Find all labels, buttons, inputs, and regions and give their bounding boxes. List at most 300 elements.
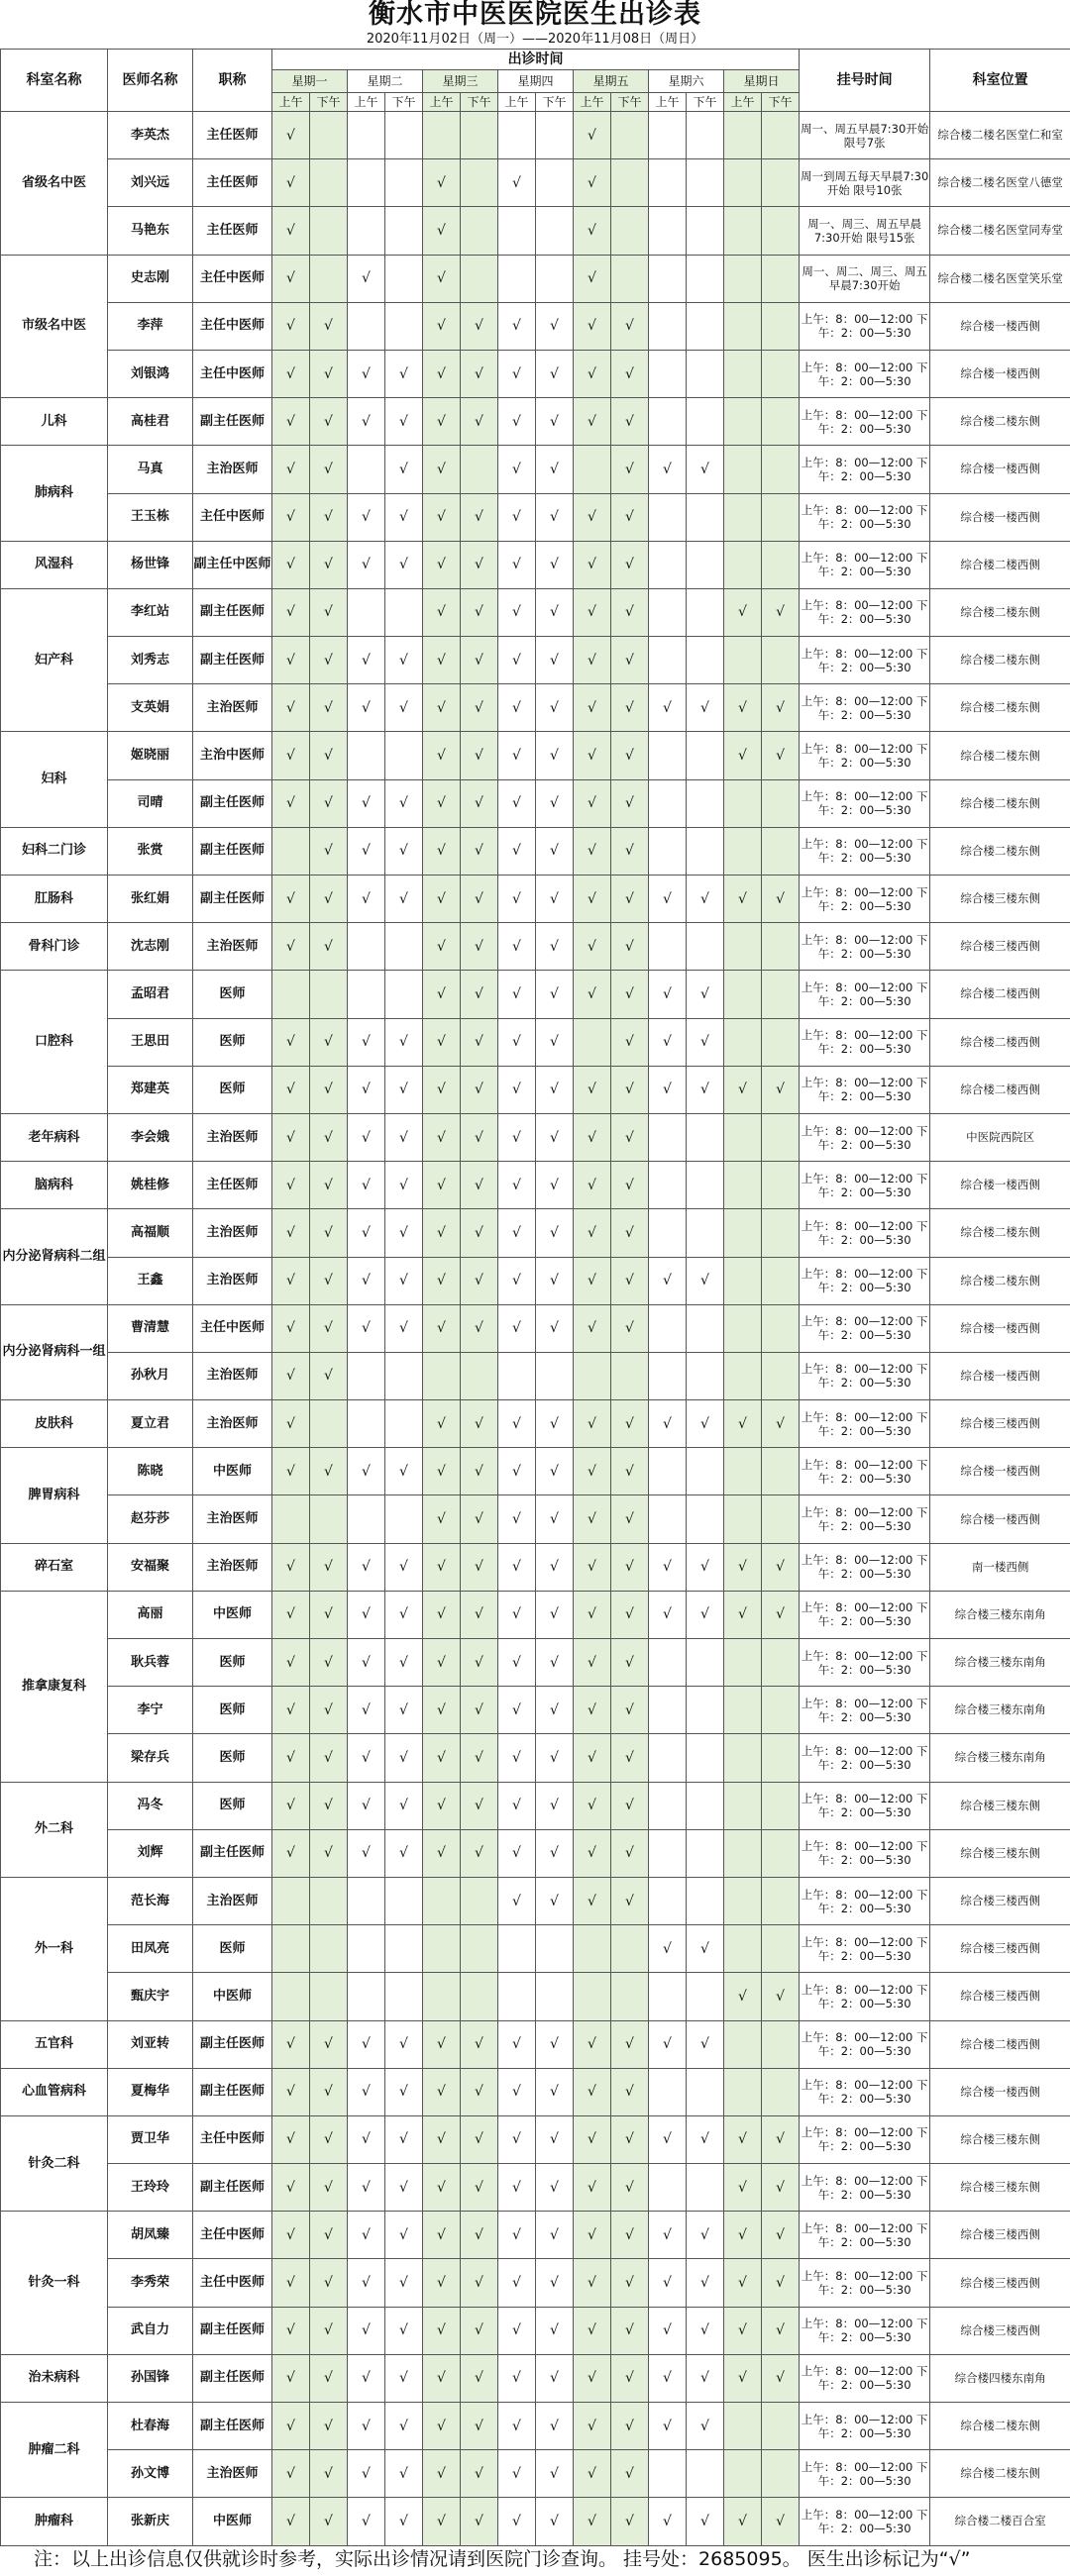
- schedule-cell: [310, 588, 348, 636]
- schedule-cell: [272, 1925, 310, 1973]
- schedule-cell: [272, 2354, 310, 2402]
- schedule-cell: [536, 1734, 574, 1782]
- header-visit-time: 出诊时间: [272, 50, 800, 70]
- schedule-cell: [423, 1734, 461, 1782]
- check-mark: √: [286, 1559, 295, 1576]
- check-mark: √: [512, 1845, 521, 1862]
- check-mark: √: [625, 2036, 634, 2053]
- schedule-cell: [649, 1304, 687, 1352]
- dept-name: 儿科: [1, 398, 108, 446]
- check-mark: √: [700, 1940, 709, 1957]
- schedule-cell: [385, 588, 423, 636]
- schedule-cell: [574, 1066, 611, 1113]
- schedule-cell: [310, 1209, 348, 1257]
- check-mark: √: [588, 318, 596, 335]
- doctor-title: 医师: [193, 1734, 272, 1782]
- schedule-cell: [461, 398, 498, 446]
- schedule-cell: [310, 1066, 348, 1113]
- schedule-cell: [385, 1162, 423, 1209]
- check-mark: √: [399, 557, 408, 573]
- schedule-cell: [385, 1113, 423, 1161]
- check-mark: √: [588, 843, 596, 860]
- check-mark: √: [362, 1224, 371, 1241]
- schedule-cell: [724, 2259, 762, 2307]
- schedule-cell: [762, 398, 800, 446]
- check-mark: √: [776, 890, 786, 907]
- schedule-cell: [310, 779, 348, 827]
- schedule-cell: [611, 1162, 649, 1209]
- schedule-cell: [348, 2498, 385, 2545]
- schedule-cell: [536, 827, 574, 875]
- schedule-cell: [574, 1687, 611, 1734]
- schedule-cell: [611, 2450, 649, 2498]
- check-mark: √: [324, 2131, 333, 2148]
- schedule-cell: [536, 255, 574, 302]
- check-mark: √: [437, 2179, 446, 2196]
- schedule-cell: [461, 1829, 498, 1877]
- check-mark: √: [437, 174, 446, 191]
- check-mark: √: [437, 2370, 446, 2387]
- dept-location: 综合楼三楼东侧: [930, 2115, 1070, 2163]
- registration-time: 上午：8：00—12:00 下午：2：00—5:30: [800, 1162, 930, 1209]
- check-mark: √: [437, 1224, 446, 1241]
- schedule-cell: [687, 637, 724, 684]
- schedule-cell: [611, 637, 649, 684]
- header-day: 星期二: [348, 70, 423, 93]
- schedule-cell: [498, 2307, 536, 2354]
- schedule-cell: [348, 2259, 385, 2307]
- check-mark: √: [324, 1129, 333, 1146]
- schedule-cell: [762, 2212, 800, 2259]
- check-mark: √: [776, 1988, 786, 2005]
- dept-location: 综合楼二楼西侧: [930, 1018, 1070, 1066]
- registration-time: 上午：8：00—12:00 下午：2：00—5:30: [800, 779, 930, 827]
- schedule-cell: [348, 159, 385, 207]
- schedule-cell: [385, 1495, 423, 1543]
- schedule-cell: [272, 2115, 310, 2163]
- dept-name: 老年病科: [1, 1113, 108, 1161]
- check-mark: √: [399, 413, 408, 430]
- check-mark: √: [776, 2370, 786, 2387]
- check-mark: √: [776, 604, 786, 621]
- schedule-cell: [272, 1162, 310, 1209]
- check-mark: √: [588, 2179, 596, 2196]
- schedule-cell: [348, 302, 385, 350]
- schedule-cell: [385, 1257, 423, 1304]
- doctor-title: 医师: [193, 1639, 272, 1687]
- schedule-cell: [762, 302, 800, 350]
- schedule-cell: [536, 1018, 574, 1066]
- dept-location: 综合楼二楼东侧: [930, 779, 1070, 827]
- check-mark: √: [437, 1034, 446, 1051]
- schedule-cell: [385, 398, 423, 446]
- check-mark: √: [738, 2322, 747, 2339]
- check-mark: √: [588, 1415, 596, 1432]
- schedule-cell: [310, 1495, 348, 1543]
- table-row: [1, 971, 1070, 1018]
- schedule-cell: [536, 1687, 574, 1734]
- check-mark: √: [588, 2226, 596, 2243]
- schedule-cell: [310, 971, 348, 1018]
- header-location: 科室位置: [930, 50, 1070, 112]
- schedule-cell: [611, 2307, 649, 2354]
- check-mark: √: [738, 1988, 747, 2005]
- schedule-cell: [611, 1639, 649, 1687]
- check-mark: √: [437, 557, 446, 573]
- check-mark: √: [625, 2513, 634, 2529]
- schedule-cell: [310, 207, 348, 255]
- registration-time: 上午：8：00—12:00 下午：2：00—5:30: [800, 302, 930, 350]
- check-mark: √: [625, 699, 634, 716]
- schedule-cell: [687, 588, 724, 636]
- schedule-cell: [687, 1400, 724, 1448]
- doctor-title: 副主任中医师: [193, 541, 272, 588]
- dept-location: 综合楼三楼西侧: [930, 1925, 1070, 1973]
- schedule-cell: [385, 493, 423, 541]
- schedule-cell: [574, 493, 611, 541]
- check-mark: √: [550, 557, 559, 573]
- schedule-cell: [687, 2068, 724, 2115]
- check-mark: √: [550, 890, 559, 907]
- header-am: 上午: [649, 93, 687, 112]
- check-mark: √: [512, 2179, 521, 2196]
- doctor-name: 张赏: [108, 827, 193, 875]
- schedule-cell: [385, 350, 423, 397]
- schedule-cell: [536, 588, 574, 636]
- schedule-cell: [498, 1973, 536, 2020]
- schedule-cell: [574, 1639, 611, 1687]
- check-mark: √: [437, 2418, 446, 2434]
- schedule-cell: [423, 1448, 461, 1495]
- header-reg-time: 挂号时间: [800, 50, 930, 112]
- check-mark: √: [700, 2322, 709, 2339]
- check-mark: √: [738, 2370, 747, 2387]
- schedule-cell: [724, 2068, 762, 2115]
- check-mark: √: [437, 318, 446, 335]
- schedule-cell: [498, 1782, 536, 1829]
- dept-name: 肛肠科: [1, 876, 108, 923]
- registration-time: 上午：8：00—12:00 下午：2：00—5:30: [800, 398, 930, 446]
- check-mark: √: [324, 1749, 333, 1766]
- check-mark: √: [399, 1463, 408, 1480]
- schedule-cell: [498, 207, 536, 255]
- schedule-cell: [498, 1209, 536, 1257]
- table-row: [1, 2115, 1070, 2163]
- schedule-cell: [272, 1400, 310, 1448]
- schedule-cell: [574, 1257, 611, 1304]
- schedule-cell: [385, 1829, 423, 1877]
- header-am: 上午: [574, 93, 611, 112]
- doctor-name: 李红站: [108, 588, 193, 636]
- schedule-cell: [461, 446, 498, 493]
- schedule-cell: [649, 1543, 687, 1591]
- check-mark: √: [512, 365, 521, 382]
- check-mark: √: [286, 938, 295, 955]
- doctor-title: 主治医师: [193, 1257, 272, 1304]
- schedule-cell: [724, 588, 762, 636]
- check-mark: √: [362, 2513, 371, 2529]
- header-day: 星期一: [272, 70, 348, 93]
- check-mark: √: [700, 2036, 709, 2053]
- check-mark: √: [776, 2179, 786, 2196]
- schedule-cell: [536, 1639, 574, 1687]
- schedule-cell: [724, 2164, 762, 2212]
- schedule-cell: [574, 2307, 611, 2354]
- schedule-cell: [536, 2164, 574, 2212]
- schedule-cell: [649, 350, 687, 397]
- schedule-cell: [348, 1495, 385, 1543]
- schedule-cell: [649, 2498, 687, 2545]
- schedule-cell: [574, 779, 611, 827]
- schedule-cell: [574, 1352, 611, 1399]
- schedule-cell: [348, 923, 385, 971]
- schedule-cell: [461, 1925, 498, 1973]
- check-mark: √: [324, 413, 333, 430]
- schedule-cell: [687, 971, 724, 1018]
- doctor-name: 胡凤臻: [108, 2212, 193, 2259]
- schedule-cell: [724, 637, 762, 684]
- schedule-cell: [272, 1209, 310, 1257]
- schedule-cell: [536, 779, 574, 827]
- schedule-cell: [536, 1162, 574, 1209]
- check-mark: √: [625, 1893, 634, 1909]
- schedule-cell: [348, 1829, 385, 1877]
- schedule-cell: [461, 302, 498, 350]
- check-mark: √: [437, 1415, 446, 1432]
- check-mark: √: [512, 985, 521, 1002]
- dept-name: 内分泌肾病科二组: [1, 1209, 108, 1304]
- schedule-cell: [762, 159, 800, 207]
- registration-time: 上午：8：00—12:00 下午：2：00—5:30: [800, 1304, 930, 1352]
- schedule-cell: [611, 2115, 649, 2163]
- schedule-cell: [272, 1734, 310, 1782]
- schedule-cell: [611, 1734, 649, 1782]
- registration-time: 上午：8：00—12:00 下午：2：00—5:30: [800, 1877, 930, 1924]
- check-mark: √: [738, 2131, 747, 2148]
- schedule-cell: [762, 1448, 800, 1495]
- schedule-cell: [310, 876, 348, 923]
- schedule-cell: [423, 2498, 461, 2545]
- schedule-cell: [272, 827, 310, 875]
- schedule-cell: [423, 1162, 461, 1209]
- check-mark: √: [512, 1511, 521, 1528]
- schedule-cell: [385, 2354, 423, 2402]
- check-mark: √: [588, 365, 596, 382]
- check-mark: √: [324, 1559, 333, 1576]
- schedule-cell: [687, 2212, 724, 2259]
- check-mark: √: [588, 2513, 596, 2529]
- schedule-cell: [687, 1495, 724, 1543]
- schedule-cell: [574, 971, 611, 1018]
- schedule-cell: [687, 684, 724, 732]
- check-mark: √: [550, 2418, 559, 2434]
- schedule-cell: [348, 207, 385, 255]
- schedule-cell: [611, 1448, 649, 1495]
- doctor-title: 副主任医师: [193, 588, 272, 636]
- schedule-cell: [461, 2498, 498, 2545]
- schedule-cell: [272, 1066, 310, 1113]
- schedule-cell: [762, 2259, 800, 2307]
- schedule-cell: [423, 876, 461, 923]
- registration-time: 上午：8：00—12:00 下午：2：00—5:30: [800, 1495, 930, 1543]
- check-mark: √: [437, 1511, 446, 1528]
- schedule-cell: [724, 2212, 762, 2259]
- schedule-cell: [649, 1448, 687, 1495]
- schedule-cell: [762, 2307, 800, 2354]
- schedule-cell: [687, 1066, 724, 1113]
- schedule-cell: [385, 1066, 423, 1113]
- check-mark: √: [362, 2465, 371, 2482]
- schedule-cell: [536, 971, 574, 1018]
- schedule-cell: [461, 207, 498, 255]
- schedule-cell: [611, 588, 649, 636]
- schedule-cell: [310, 1018, 348, 1066]
- check-mark: √: [625, 1415, 634, 1432]
- schedule-cell: [687, 1639, 724, 1687]
- schedule-cell: [611, 827, 649, 875]
- doctor-title: 主任中医师: [193, 2212, 272, 2259]
- schedule-cell: [724, 1639, 762, 1687]
- check-mark: √: [362, 2275, 371, 2292]
- schedule-cell: [461, 2212, 498, 2259]
- schedule-cell: [348, 2307, 385, 2354]
- check-mark: √: [588, 2275, 596, 2292]
- schedule-cell: [498, 827, 536, 875]
- schedule-cell: [724, 1829, 762, 1877]
- check-mark: √: [324, 890, 333, 907]
- schedule-cell: [536, 637, 574, 684]
- schedule-cell: [423, 207, 461, 255]
- schedule-cell: [498, 255, 536, 302]
- check-mark: √: [625, 461, 634, 477]
- schedule-cell: [423, 350, 461, 397]
- dept-location: 综合楼二楼东侧: [930, 2403, 1070, 2450]
- check-mark: √: [286, 2179, 295, 2196]
- schedule-cell: [348, 2164, 385, 2212]
- check-mark: √: [625, 2131, 634, 2148]
- doctor-title: 主任中医师: [193, 2115, 272, 2163]
- doctor-name: 耿兵蓉: [108, 1639, 193, 1687]
- schedule-cell: [423, 541, 461, 588]
- schedule-cell: [724, 2498, 762, 2545]
- schedule-cell: [461, 1591, 498, 1638]
- schedule-cell: [762, 1162, 800, 1209]
- check-mark: √: [588, 1224, 596, 1241]
- schedule-cell: [724, 1782, 762, 1829]
- schedule-cell: [649, 2307, 687, 2354]
- schedule-cell: [348, 1257, 385, 1304]
- check-mark: √: [625, 1224, 634, 1241]
- check-mark: √: [512, 557, 521, 573]
- schedule-cell: [348, 398, 385, 446]
- check-mark: √: [625, 1129, 634, 1146]
- schedule-cell: [498, 2212, 536, 2259]
- schedule-cell: [687, 2259, 724, 2307]
- schedule-cell: [272, 1877, 310, 1924]
- schedule-cell: [724, 684, 762, 732]
- check-mark: √: [324, 1320, 333, 1337]
- check-mark: √: [700, 1606, 709, 1623]
- schedule-cell: [461, 1973, 498, 2020]
- check-mark: √: [588, 2370, 596, 2387]
- check-mark: √: [324, 748, 333, 765]
- check-mark: √: [324, 1606, 333, 1623]
- doctor-name: 司晴: [108, 779, 193, 827]
- dept-location: 综合楼二楼东侧: [930, 398, 1070, 446]
- schedule-cell: [536, 1448, 574, 1495]
- check-mark: √: [286, 222, 295, 239]
- table-row: [1, 1352, 1070, 1399]
- header-title: 职称: [193, 50, 272, 112]
- check-mark: √: [324, 318, 333, 335]
- header-pm: 下午: [611, 93, 649, 112]
- registration-time: 上午：8：00—12:00 下午：2：00—5:30: [800, 732, 930, 779]
- check-mark: √: [475, 1224, 483, 1241]
- schedule-cell: [498, 1543, 536, 1591]
- schedule-cell: [536, 1543, 574, 1591]
- schedule-cell: [724, 1113, 762, 1161]
- check-mark: √: [512, 1415, 521, 1432]
- table-row: [1, 2450, 1070, 2498]
- schedule-cell: [461, 350, 498, 397]
- check-mark: √: [512, 699, 521, 716]
- schedule-cell: [574, 255, 611, 302]
- dept-location: 综合楼二楼东侧: [930, 684, 1070, 732]
- header-pm: 下午: [461, 93, 498, 112]
- schedule-cell: [762, 2020, 800, 2068]
- schedule-cell: [461, 2068, 498, 2115]
- check-mark: √: [663, 1415, 672, 1432]
- check-mark: √: [550, 1320, 559, 1337]
- doctor-name: 李英杰: [108, 112, 193, 159]
- schedule-cell: [348, 637, 385, 684]
- header-am: 上午: [724, 93, 762, 112]
- schedule-cell: [498, 779, 536, 827]
- schedule-cell: [385, 2212, 423, 2259]
- schedule-cell: [310, 732, 348, 779]
- schedule-cell: [348, 1782, 385, 1829]
- doctor-name: 史志刚: [108, 255, 193, 302]
- check-mark: √: [663, 1273, 672, 1289]
- schedule-cell: [498, 684, 536, 732]
- registration-time: 上午：8：00—12:00 下午：2：00—5:30: [800, 2164, 930, 2212]
- check-mark: √: [663, 2322, 672, 2339]
- schedule-cell: [461, 2115, 498, 2163]
- schedule-cell: [611, 1304, 649, 1352]
- check-mark: √: [324, 1177, 333, 1193]
- check-mark: √: [512, 2131, 521, 2148]
- check-mark: √: [286, 1224, 295, 1241]
- doctor-name: 马真: [108, 446, 193, 493]
- check-mark: √: [437, 1701, 446, 1718]
- schedule-cell: [649, 1829, 687, 1877]
- check-mark: √: [738, 1082, 747, 1098]
- registration-time: 上午：8：00—12:00 下午：2：00—5:30: [800, 1829, 930, 1877]
- check-mark: √: [625, 748, 634, 765]
- registration-time: 周一、周二、周三、周五早晨7:30开始: [800, 255, 930, 302]
- check-mark: √: [437, 843, 446, 860]
- schedule-cell: [310, 2068, 348, 2115]
- schedule-cell: [724, 1352, 762, 1399]
- dept-location: 综合楼一楼西侧: [930, 446, 1070, 493]
- check-mark: √: [550, 1463, 559, 1480]
- doctor-title: 副主任医师: [193, 1829, 272, 1877]
- schedule-cell: [310, 446, 348, 493]
- registration-time: 上午：8：00—12:00 下午：2：00—5:30: [800, 350, 930, 397]
- check-mark: √: [625, 2370, 634, 2387]
- schedule-cell: [762, 1113, 800, 1161]
- schedule-cell: [385, 971, 423, 1018]
